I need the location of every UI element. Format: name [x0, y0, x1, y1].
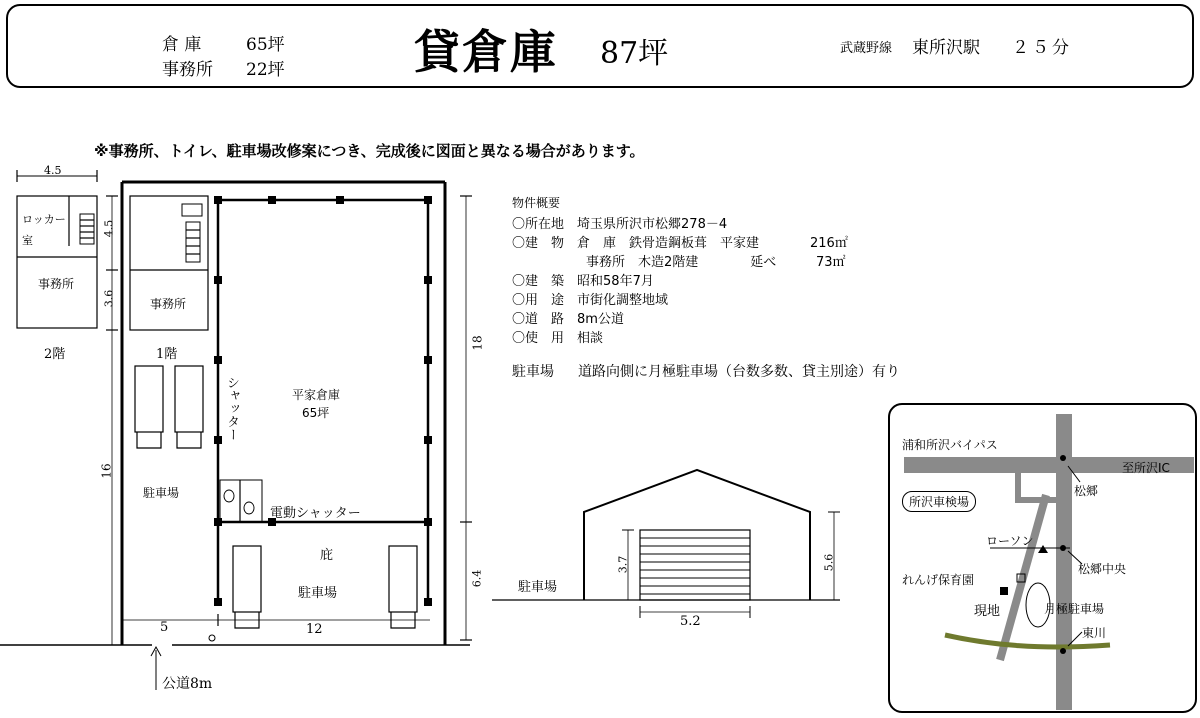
parking-info-text: 道路向側に月極駐車場（台数多数、貸主別途）有り: [578, 364, 900, 380]
spec-row: 〇所在地 埼玉県所沢市松郷278－4: [512, 217, 728, 232]
dim-36: 3.6: [102, 289, 116, 308]
header-line: 武蔵野線: [840, 41, 893, 56]
header-total-area: 87坪: [600, 36, 669, 71]
header-walk: ２５分: [1012, 38, 1072, 58]
map-inspection-label: 所沢車検場: [902, 491, 976, 512]
locker-label-2: 室: [22, 234, 33, 247]
dim-5: 5: [160, 620, 169, 635]
header-station: 東所沢駅: [912, 38, 980, 58]
map-nursery-label: れんげ保育園: [902, 573, 975, 587]
map-site-label: 現地: [974, 604, 1001, 619]
eaves-label: 庇: [320, 548, 334, 563]
office-2f-label: 事務所: [38, 277, 75, 291]
dim-18: 18: [470, 335, 485, 351]
elevation-dim-52: 5.2: [680, 614, 701, 629]
spec-office-area: 73㎡: [816, 255, 846, 270]
floor-2-label: 2階: [44, 347, 66, 362]
parking-label-1: 駐車場: [143, 486, 180, 500]
specs-heading: 物件概要: [512, 196, 561, 210]
parking-info-label: 駐車場: [512, 364, 554, 380]
page-title: 貸倉庫: [414, 25, 558, 79]
spec-building-area: 216㎡: [810, 236, 848, 251]
dim-12: 12: [306, 622, 323, 637]
spec-row: 〇建 築 昭和58年7月: [512, 274, 654, 289]
elevation-parking-label: 駐車場: [518, 580, 558, 595]
dim-top: 4.5: [44, 164, 62, 177]
dim-45: 4.5: [102, 219, 116, 238]
map-matsugo-label: 松郷: [1074, 484, 1099, 498]
elevation-dim-56: 5.6: [822, 553, 836, 572]
parking-label-2: 駐車場: [298, 586, 338, 601]
header-office-area: 22坪: [246, 60, 285, 80]
map-monthly-parking-label: 月極駐車場: [1044, 602, 1105, 616]
dim-64: 6.4: [470, 569, 484, 588]
dim-16: 16: [99, 463, 114, 479]
spec-row: 〇用 途 市街化調整地域: [512, 293, 669, 308]
shutter-label: シャッター: [224, 376, 239, 441]
spec-row: 〇建 物 倉 庫 鉄骨造鋼板葺 平家建: [512, 236, 760, 251]
spec-row: 事務所 木造2階建 延べ: [586, 255, 777, 270]
road-arrow-icon: [151, 647, 161, 690]
notice-text: ※事務所、トイレ、駐車場改修案につき、完成後に図面と異なる場合があります。: [94, 142, 645, 160]
map-bypass-label: 浦和所沢バイパス: [902, 438, 998, 452]
map-to-ic-label: 至所沢IC: [1122, 461, 1170, 475]
road-label: 公道8m: [162, 676, 213, 692]
header-warehouse-label: 倉 庫: [162, 35, 202, 55]
elevation-drawing: [492, 470, 840, 618]
locker-label: ロッカー: [22, 213, 66, 226]
electric-shutter-label: 電動シャッター: [270, 506, 361, 521]
spec-row: 〇使 用 相談: [512, 331, 604, 346]
floor-1-label: 1階: [156, 347, 178, 362]
map-lawson-label: ローソン: [986, 534, 1034, 548]
spec-row: 〇道 路 8m公道: [512, 312, 624, 327]
map-river-label: 東川: [1082, 626, 1107, 640]
map-matsugo-chuo-label: 松郷中央: [1078, 562, 1127, 576]
office-1f-label: 事務所: [150, 297, 187, 311]
header-office-label: 事務所: [162, 60, 213, 80]
warehouse-area-label: 65坪: [302, 406, 330, 420]
elevation-dim-37: 3.7: [616, 555, 630, 574]
warehouse-label: 平家倉庫: [292, 388, 341, 402]
header-warehouse-area: 65坪: [246, 35, 285, 55]
